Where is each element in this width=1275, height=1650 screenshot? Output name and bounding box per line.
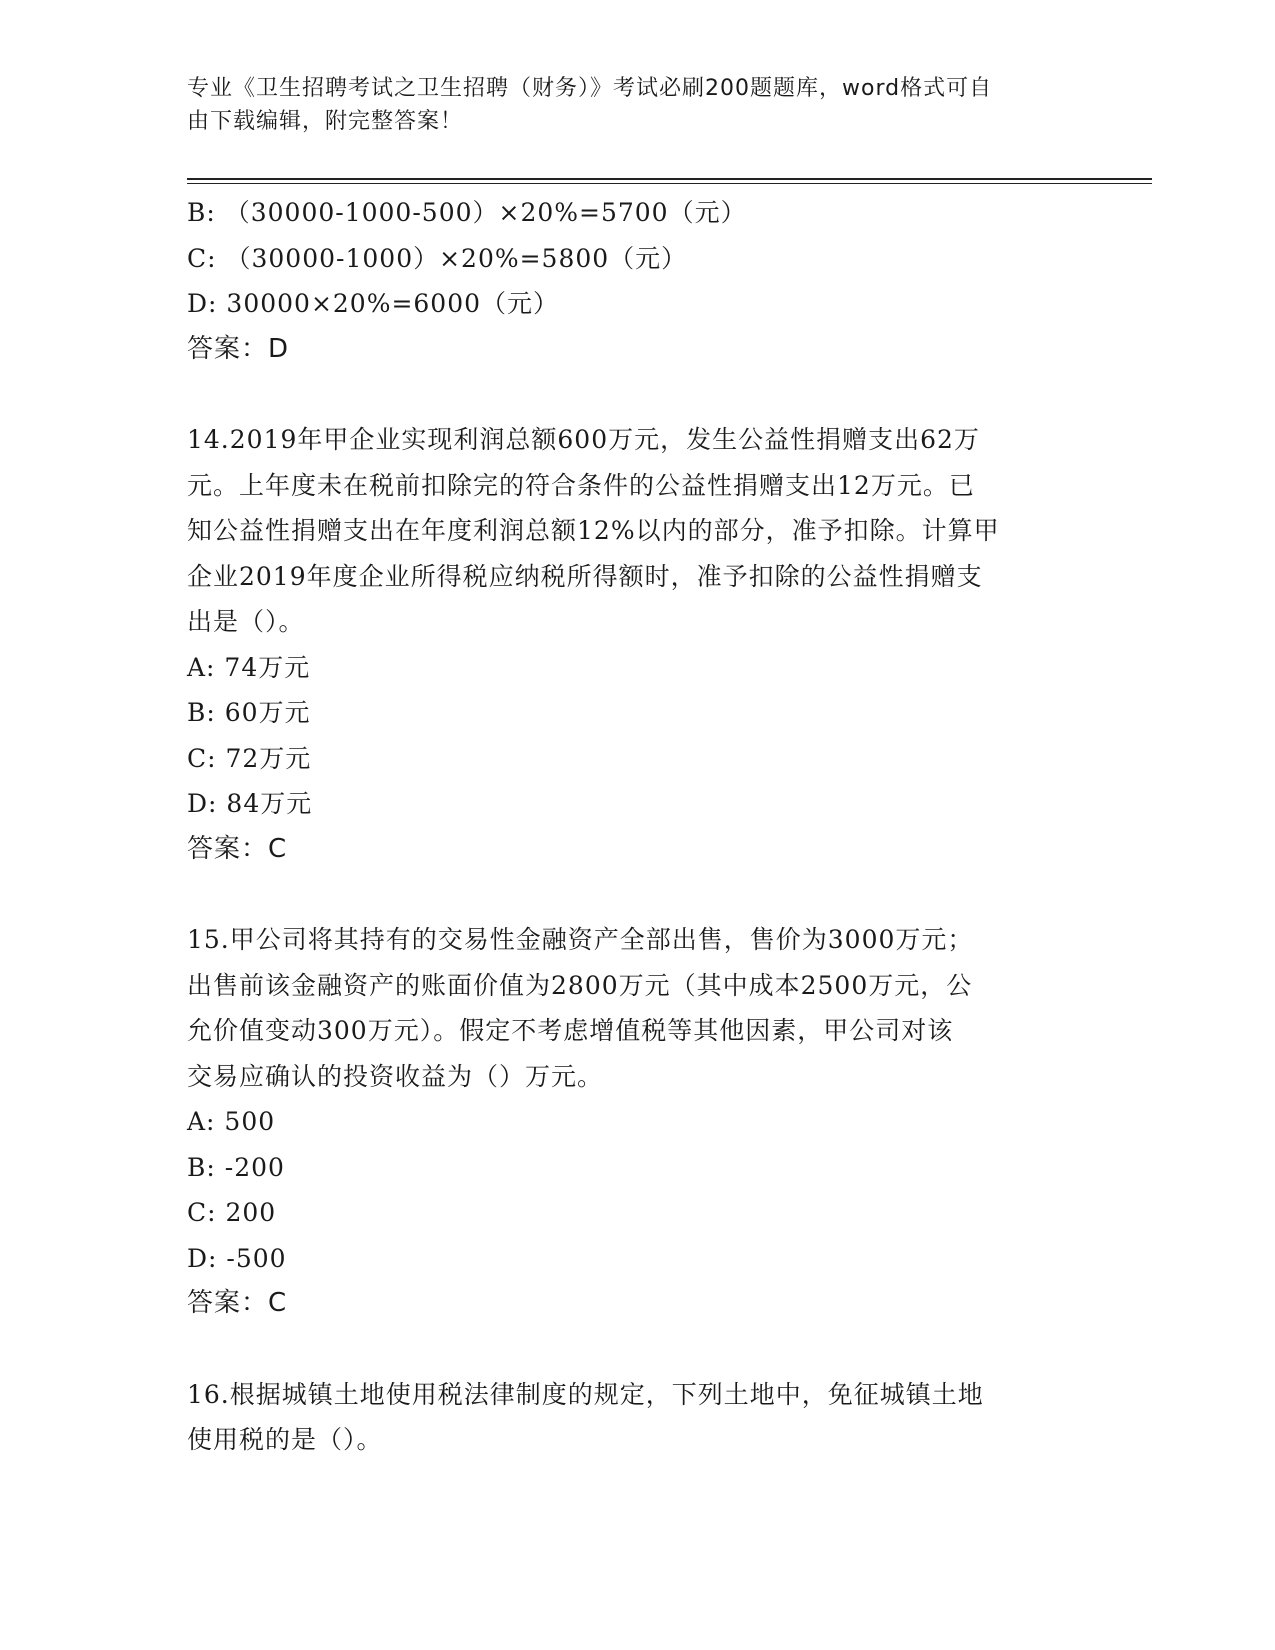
question-stem-line: 出售前该金融资产的账面价值为2800万元（其中成本2500万元，公	[187, 970, 973, 1000]
option-b: B: -200	[187, 1152, 285, 1182]
document-body	[187, 190, 1087, 1463]
option-c: C: 200	[187, 1198, 277, 1227]
option-b: B: （30000-1000-500）×20%=5700（元）	[187, 198, 747, 227]
question-stem-line: 15.甲公司将其持有的交易性金融资产全部出售，售价为3000万元；	[187, 925, 974, 954]
question-14	[187, 417, 1087, 872]
option-a: A: 500	[187, 1107, 276, 1136]
answer-line: 答案：C	[187, 833, 288, 864]
document-header	[187, 72, 1067, 138]
question-stem-line: 知公益性捐赠支出在年度利润总额12%以内的部分，准予扣除。计算甲	[187, 516, 1000, 545]
question-stem-line: 交易应确认的投资收益为（）万元。	[187, 1061, 604, 1091]
question-stem-line: 出是（）。	[187, 607, 305, 636]
option-d: D: 84万元	[187, 789, 313, 818]
header-divider-thick	[187, 178, 1152, 180]
question-stem-line: 16.根据城镇土地使用税法律制度的规定，下列土地中，免征城镇土地	[187, 1379, 984, 1409]
option-b: B: 60万元	[187, 698, 311, 727]
question-15	[187, 917, 1087, 1327]
question-stem-line: 允价值变动300万元）。假定不考虑增值税等其他因素，甲公司对该	[187, 1016, 954, 1045]
option-c: C: （30000-1000）×20%=5800（元）	[187, 243, 688, 273]
question-stem-line: 14.2019年甲企业实现利润总额600万元，发生公益性捐赠支出62万	[187, 425, 980, 454]
option-d: D: -500	[187, 1243, 287, 1273]
question-stem-line: 使用税的是（）。	[187, 1425, 383, 1454]
answer-line: 答案：C	[187, 1288, 288, 1318]
question-spacer	[187, 372, 1087, 417]
header-line-1: 专业《卫生招聘考试之卫生招聘（财务）》考试必刷200题题库，word格式可自	[187, 76, 993, 101]
option-d: D: 30000×20%=6000（元）	[187, 289, 560, 318]
question-spacer	[187, 1327, 1087, 1372]
header-divider-thin	[187, 183, 1152, 184]
option-a: A: 74万元	[187, 652, 311, 682]
carryover-question	[187, 190, 1087, 372]
option-c: C: 72万元	[187, 743, 312, 773]
question-spacer	[187, 872, 1087, 917]
question-stem-line: 企业2019年度企业所得税应纳税所得额时，准予扣除的公益性捐赠支	[187, 561, 983, 591]
answer-line: 答案：D	[187, 333, 290, 364]
question-16	[187, 1372, 1087, 1463]
header-line-2: 由下载编辑，附完整答案！	[187, 109, 464, 134]
question-stem-line: 元。上年度未在税前扣除完的符合条件的公益性捐赠支出12万元。已	[187, 470, 975, 500]
